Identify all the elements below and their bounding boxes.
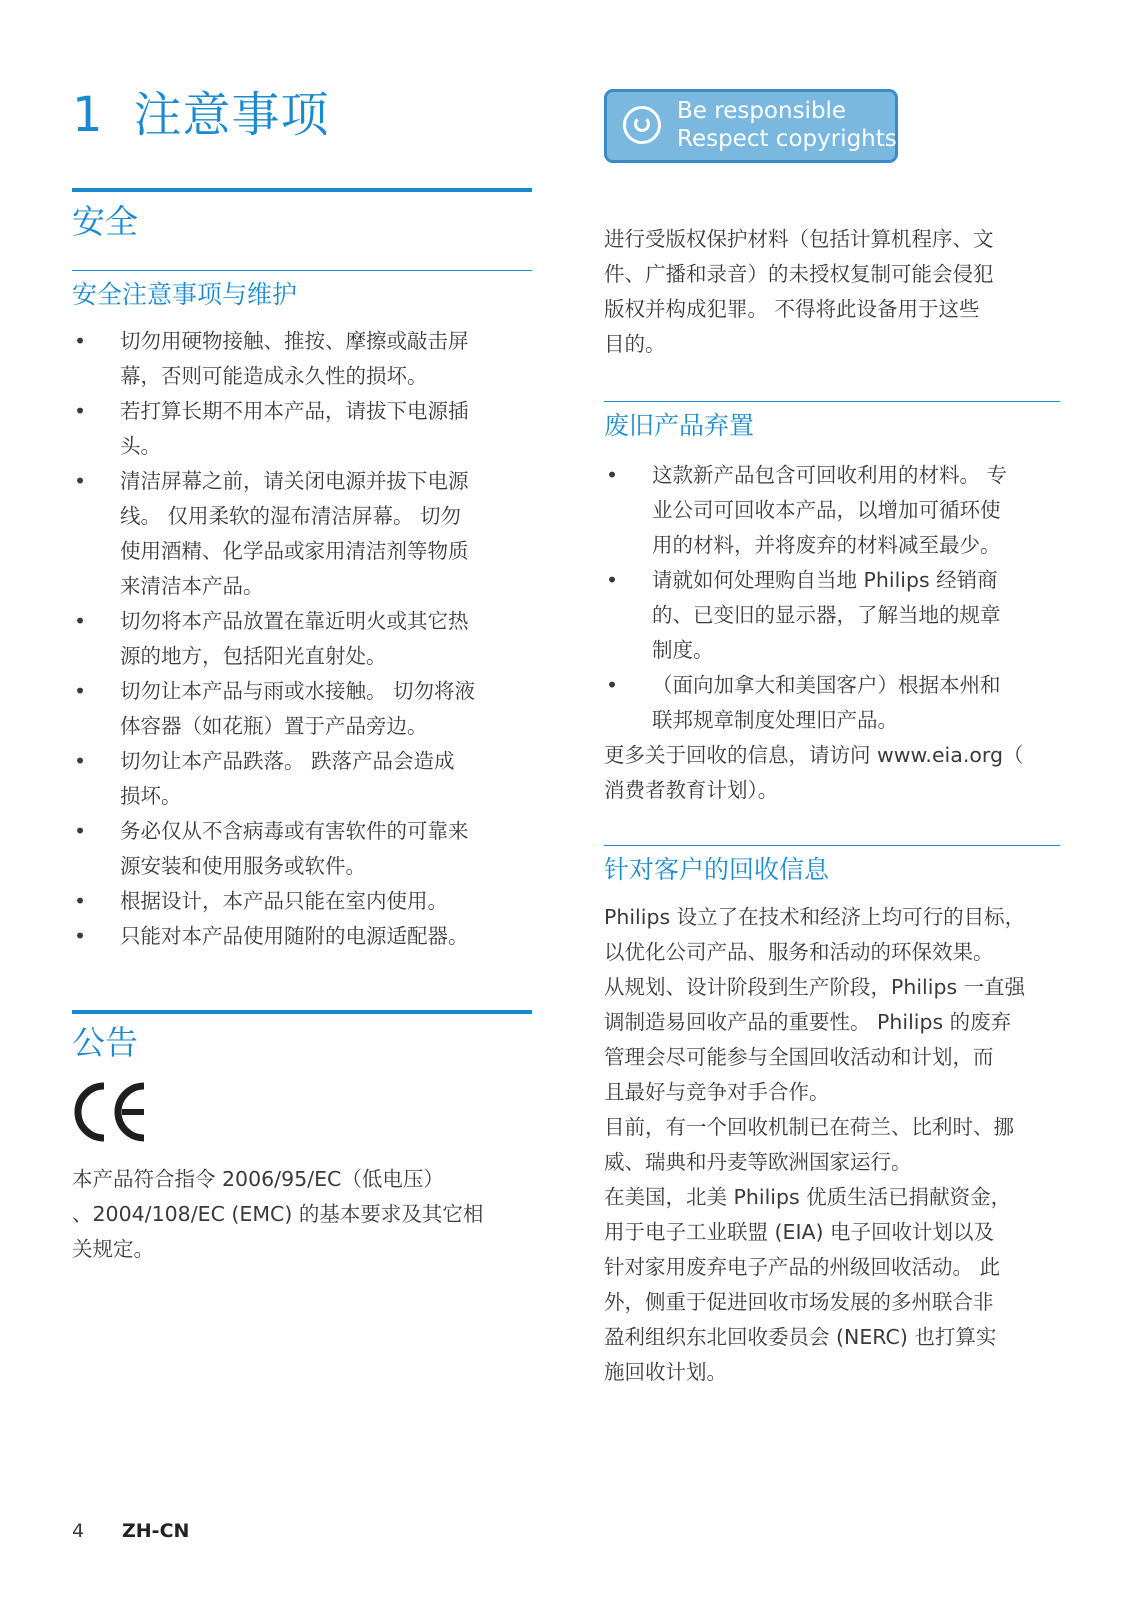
- page-footer: [72, 1520, 190, 1542]
- bullet-icon: •: [74, 924, 87, 948]
- line: 损坏。: [120, 784, 182, 808]
- line: 调制造易回收产品的重要性。 Philips 的废弃: [604, 1010, 1012, 1034]
- line: 的、已变旧的显示器，了解当地的规章: [652, 603, 1001, 627]
- line: 切勿让本产品与雨或水接触。 切勿将液: [120, 679, 476, 703]
- bullet-icon: •: [74, 819, 87, 843]
- bullet-icon: •: [74, 889, 87, 913]
- line: 针对家用废弃电子产品的州级回收活动。 此: [604, 1255, 1001, 1279]
- subsection-heading-recycling: 针对客户的回收信息: [604, 855, 830, 884]
- disposal-list: [604, 458, 1074, 738]
- subsection-heading-safety: 安全注意事项与维护: [72, 280, 298, 309]
- line: 以优化公司产品、服务和活动的环保效果。: [604, 940, 994, 964]
- badge-line-1: Be responsible: [677, 98, 847, 124]
- line: 进行受版权保护材料（包括计算机程序、文: [604, 227, 994, 251]
- line: 目前，有一个回收机制已在荷兰、比利时、挪: [604, 1115, 1014, 1139]
- copyright-badge: [604, 89, 898, 163]
- copyright-text: [604, 222, 1074, 362]
- line: Philips 设立了在技术和经济上均可行的目标，: [604, 905, 1026, 929]
- line: 管理会尽可能参与全国回收活动和计划，而: [604, 1045, 994, 1069]
- line: 从规划、设计阶段到生产阶段，Philips 一直强: [604, 975, 1026, 999]
- line: 在美国，北美 Philips 优质生活已捐献资金，: [604, 1185, 1012, 1209]
- bullet-icon: •: [74, 749, 87, 773]
- line: 这款新产品包含可回收利用的材料。 专: [652, 463, 1008, 487]
- line: 版权并构成犯罪。 不得将此设备用于这些: [604, 297, 980, 321]
- subsection-rule-disposal: [604, 401, 1060, 402]
- bullet-icon: •: [74, 679, 87, 703]
- bullet-icon: •: [606, 463, 619, 487]
- subsection-rule-recycling: [604, 845, 1060, 846]
- line: 、2004/108/EC (EMC) 的基本要求及其它相: [72, 1202, 484, 1226]
- line: 威、瑞典和丹麦等欧洲国家运行。: [604, 1150, 912, 1174]
- line: 切勿将本产品放置在靠近明火或其它热: [120, 609, 469, 633]
- line: 件、广播和录音）的未授权复制可能会侵犯: [604, 262, 994, 286]
- line: 制度。: [652, 638, 714, 662]
- chapter-title-text: 注意事项: [133, 87, 330, 143]
- line: 切勿让本产品跌落。 跌落产品会造成: [120, 749, 455, 773]
- section-heading-notice: 公告: [72, 1023, 138, 1062]
- power-ring-icon: [623, 106, 661, 144]
- line: 务必仅从不含病毒或有害软件的可靠来: [120, 819, 469, 843]
- section-heading-safety: 安全: [72, 202, 138, 241]
- line: 用于电子工业联盟 (EIA) 电子回收计划以及: [604, 1220, 995, 1244]
- recycling-text: [604, 900, 1074, 1390]
- safety-list: [72, 324, 542, 954]
- chapter-title: [72, 76, 330, 145]
- disposal-item: [604, 458, 1074, 563]
- safety-item: [72, 604, 542, 674]
- safety-item: [72, 814, 542, 884]
- notice-text: [72, 1162, 542, 1267]
- line: 联邦规章制度处理旧产品。: [652, 708, 898, 732]
- safety-item: [72, 394, 542, 464]
- bullet-icon: •: [74, 609, 87, 633]
- disposal-more-info: [604, 738, 1074, 808]
- chapter-number: 1: [72, 87, 104, 143]
- line: 本产品符合指令 2006/95/EC（低电压）: [72, 1167, 444, 1191]
- line: 盈利组织东北回收委员会 (NERC) 也打算实: [604, 1325, 997, 1349]
- line: 且最好与竞争对手合作。: [604, 1080, 830, 1104]
- safety-item: [72, 919, 542, 954]
- safety-item: [72, 744, 542, 814]
- line: 头。: [120, 434, 161, 458]
- bullet-icon: •: [74, 399, 87, 423]
- bullet-icon: •: [74, 329, 87, 353]
- line: 请就如何处理购自当地 Philips 经销商: [652, 568, 998, 592]
- subsection-rule-safety: [72, 270, 532, 271]
- bullet-icon: •: [606, 568, 619, 592]
- line: 更多关于回收的信息，请访问 www.eia.org（: [604, 743, 1024, 767]
- line: 使用酒精、化学品或家用清洁剂等物质: [120, 539, 469, 563]
- subsection-heading-disposal: 废旧产品弃置: [604, 411, 755, 440]
- line: 消费者教育计划）。: [604, 778, 779, 802]
- line: 业公司可回收本产品，以增加可循环使: [652, 498, 1001, 522]
- line: 外，侧重于促进回收市场发展的多州联合非: [604, 1290, 994, 1314]
- line: 来清洁本产品。: [120, 574, 264, 598]
- line: 体容器（如花瓶）置于产品旁边。: [120, 714, 428, 738]
- section-rule-notice: [72, 1010, 532, 1014]
- bullet-icon: •: [606, 673, 619, 697]
- section-rule-safety: [72, 188, 532, 192]
- line: 线。 仅用柔软的湿布清洁屏幕。 切勿: [120, 504, 462, 528]
- disposal-item: [604, 563, 1074, 668]
- line: 源的地方，包括阳光直射处。: [120, 644, 387, 668]
- line: 若打算长期不用本产品，请拔下电源插: [120, 399, 469, 423]
- line: 施回收计划。: [604, 1360, 727, 1384]
- bullet-icon: •: [74, 469, 87, 493]
- disposal-item: [604, 668, 1074, 738]
- line: 源安装和使用服务或软件。: [120, 854, 366, 878]
- safety-item: [72, 324, 542, 394]
- line: 切勿用硬物接触、推按、摩擦或敲击屏: [120, 329, 469, 353]
- line: 用的材料，并将废弃的材料减至最少。: [652, 533, 1001, 557]
- line: 幕，否则可能造成永久性的损坏。: [120, 364, 428, 388]
- line: 目的。: [604, 332, 666, 356]
- safety-item: [72, 464, 542, 604]
- ce-mark-icon: [70, 1080, 150, 1144]
- line: 根据设计，本产品只能在室内使用。: [120, 889, 448, 913]
- line: 清洁屏幕之前，请关闭电源并拔下电源: [120, 469, 469, 493]
- line: 只能对本产品使用随附的电源适配器。: [120, 924, 469, 948]
- line: 关规定。: [72, 1237, 154, 1261]
- language-code: ZH-CN: [122, 1520, 190, 1542]
- safety-item: [72, 674, 542, 744]
- safety-item: [72, 884, 542, 919]
- badge-line-2: Respect copyrights: [677, 126, 897, 152]
- line: （面向加拿大和美国客户）根据本州和: [652, 673, 1001, 697]
- page-number: 4: [72, 1520, 85, 1542]
